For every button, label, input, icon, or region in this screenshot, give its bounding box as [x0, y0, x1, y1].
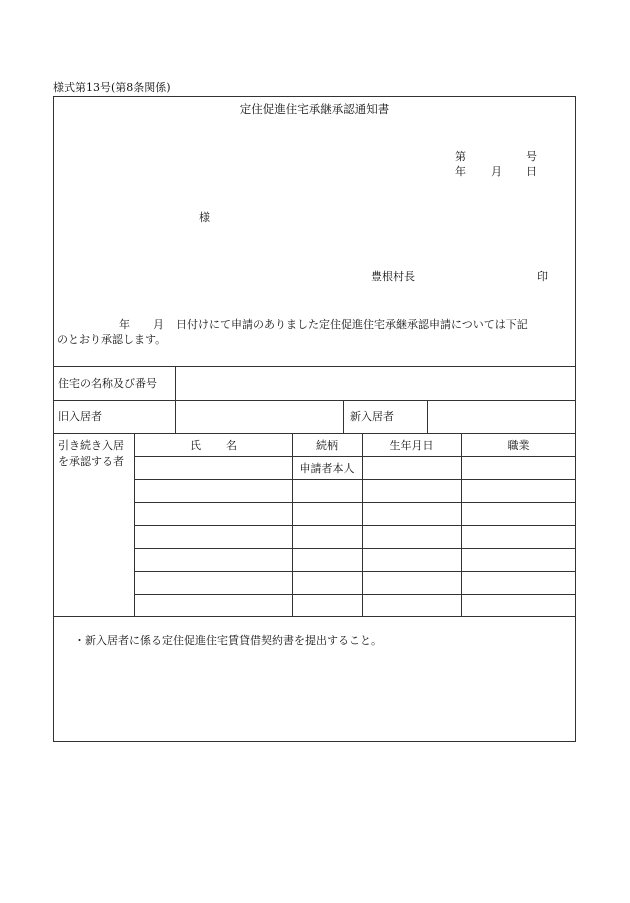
body-line-2: のとおり承認します。 — [57, 333, 167, 346]
date-year: 年 — [455, 165, 466, 178]
house-name-label: 住宅の名称及び番号 — [58, 377, 157, 390]
divider — [134, 456, 576, 457]
divider — [53, 433, 576, 434]
divider — [134, 571, 576, 572]
seal-mark: 印 — [537, 270, 548, 283]
old-resident-label: 旧入居者 — [58, 410, 102, 423]
first-row-relation: 申請者本人 — [299, 462, 355, 475]
divider — [53, 400, 576, 401]
divider — [362, 433, 363, 616]
new-resident-label: 新入居者 — [350, 410, 394, 423]
continuing-label-line-1: 引き続き入居 — [58, 439, 124, 452]
continuing-label-line-2: を承認する者 — [58, 455, 124, 468]
doc-number-prefix: 第 — [455, 150, 466, 163]
divider — [53, 366, 576, 367]
form-number: 様式第13号(第8条関係) — [53, 81, 171, 94]
header-relation: 続柄 — [316, 439, 338, 452]
body-line-1: 日付けにて申請のありました定住促進住宅承継承認申請については下記 — [176, 318, 528, 331]
divider — [134, 479, 576, 480]
doc-number-suffix: 号 — [526, 150, 537, 163]
divider — [53, 616, 576, 617]
header-occupation: 職業 — [507, 439, 530, 452]
body-year: 年 — [119, 318, 130, 331]
divider — [134, 433, 135, 616]
divider — [134, 502, 576, 503]
divider — [292, 433, 293, 616]
issuer-name: 豊根村長 — [371, 270, 415, 283]
divider — [134, 548, 576, 549]
header-name-1: 氏 — [190, 439, 201, 452]
date-day: 日 — [526, 165, 537, 178]
divider — [134, 594, 576, 595]
header-name-2: 名 — [226, 439, 237, 452]
document-title: 定住促進住宅承継承認通知書 — [239, 102, 390, 116]
divider — [343, 400, 344, 433]
date-month: 月 — [491, 165, 502, 178]
divider — [134, 525, 576, 526]
divider — [175, 366, 176, 433]
body-month: 月 — [153, 318, 164, 331]
submission-note: ・新入居者に係る定住促進住宅賃貸借契約書を提出すること。 — [74, 634, 382, 647]
header-birth-date: 生年月日 — [389, 439, 434, 452]
divider — [461, 433, 462, 616]
divider — [427, 400, 428, 433]
addressee-suffix: 様 — [199, 211, 210, 224]
